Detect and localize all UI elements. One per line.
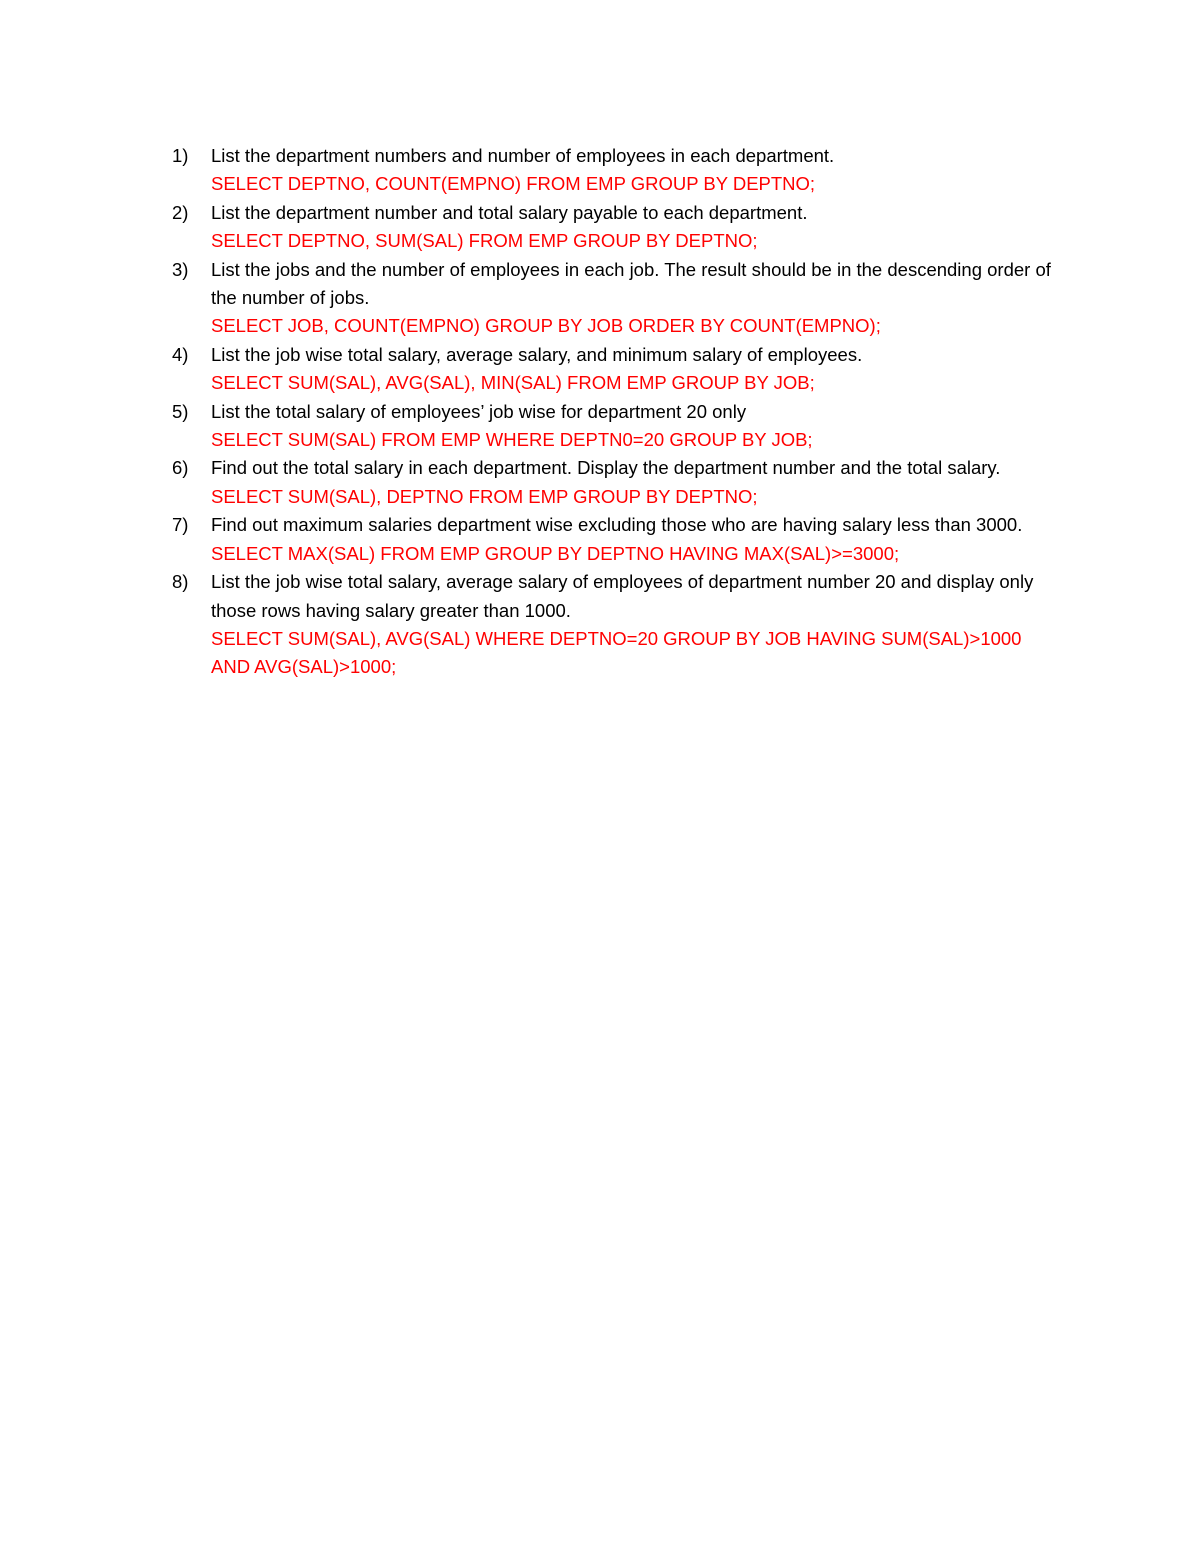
question-text: Find out maximum salaries department wise excluding those who are having salary less than 3000. xyxy=(211,514,1023,536)
list-item xyxy=(172,256,1072,341)
list-item xyxy=(172,398,1072,455)
sql-answer: SELECT SUM(SAL), AVG(SAL) WHERE DEPTNO=20 GROUP BY JOB HAVING SUM(SAL)>1000 AND AVG(SAL)>1000; xyxy=(211,627,1022,678)
item-number: 4) xyxy=(172,343,189,365)
question-text: Find out the total salary in each department. Display the department number and the total salary. xyxy=(211,457,1001,479)
sql-answer: SELECT SUM(SAL), AVG(SAL), MIN(SAL) FROM EMP GROUP BY JOB; xyxy=(211,372,815,394)
question-text: List the jobs and the number of employees in each job. The result should be in the descending order of the number of jobs. xyxy=(211,258,1051,309)
sql-answer: SELECT DEPTNO, SUM(SAL) FROM EMP GROUP BY DEPTNO; xyxy=(211,230,758,252)
sql-answer: SELECT MAX(SAL) FROM EMP GROUP BY DEPTNO HAVING MAX(SAL)>=3000; xyxy=(211,542,900,564)
item-number: 2) xyxy=(172,201,189,223)
sql-answer: SELECT JOB, COUNT(EMPNO) GROUP BY JOB ORDER BY COUNT(EMPNO); xyxy=(211,315,881,337)
list-item xyxy=(172,199,1072,256)
question-text: List the department numbers and number of employees in each department. xyxy=(211,145,835,166)
list-item xyxy=(172,568,1072,682)
sql-answer: SELECT DEPTNO, COUNT(EMPNO) FROM EMP GROUP BY DEPTNO; xyxy=(211,173,816,195)
sql-answer: SELECT SUM(SAL) FROM EMP WHERE DEPTN0=20 GROUP BY JOB; xyxy=(211,429,813,451)
item-number: 8) xyxy=(172,571,189,593)
question-list xyxy=(172,142,1072,682)
question-text: List the job wise total salary, average salary of employees of department number 20 and display only those rows having salary greater than 1000. xyxy=(211,571,1034,621)
sql-answer: SELECT SUM(SAL), DEPTNO FROM EMP GROUP BY DEPTNO; xyxy=(211,485,758,507)
item-number: 5) xyxy=(172,400,189,422)
item-number: 1) xyxy=(172,145,189,166)
question-text: List the job wise total salary, average salary, and minimum salary of employees. xyxy=(211,343,863,365)
item-number: 6) xyxy=(172,457,189,479)
list-item xyxy=(172,341,1072,398)
question-text: List the total salary of employees’ job wise for department 20 only xyxy=(211,400,747,422)
list-item xyxy=(172,511,1072,568)
item-number: 3) xyxy=(172,258,189,280)
list-item xyxy=(172,142,1072,199)
list-item xyxy=(172,454,1072,511)
item-number: 7) xyxy=(172,514,189,536)
question-text: List the department number and total salary payable to each department. xyxy=(211,201,808,223)
